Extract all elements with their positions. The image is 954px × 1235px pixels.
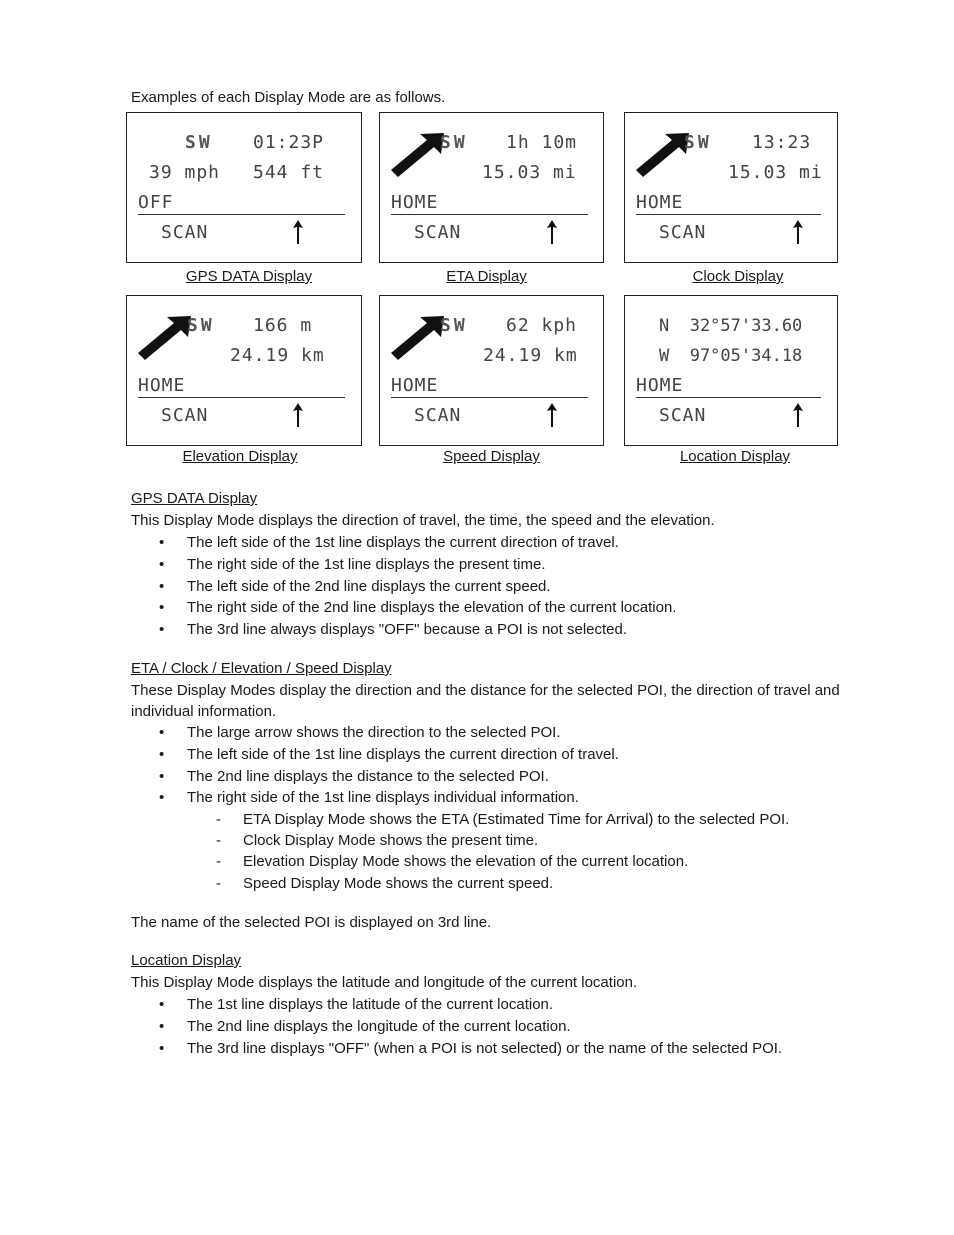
list-item: • The 2nd line displays the distance to the selected POI. <box>131 766 619 788</box>
intro-text: Examples of each Display Mode are as follows. <box>131 89 446 106</box>
lcd-distance: 15.03 mi <box>482 162 577 183</box>
list-item: • The right side of the 1st line displays the present time. <box>131 554 676 576</box>
heading-gps-data: GPS DATA Display <box>131 490 258 507</box>
list-item: • The right side of the 2nd line displays the elevation of the current location. <box>131 597 676 619</box>
heading-eta-group: ETA / Clock / Elevation / Speed Display <box>131 660 392 677</box>
list-item: • The large arrow shows the direction to the selected POI. <box>131 722 619 744</box>
eta-intro: These Display Modes display the direction and the distance for the selected POI, the direction of travel and individual information. <box>131 682 840 720</box>
list-item: • The 3rd line always displays "OFF" because a POI is not selected. <box>131 619 676 641</box>
lcd-divider <box>138 214 345 215</box>
up-arrow-icon <box>545 402 559 428</box>
heading-location: Location Display <box>131 952 242 969</box>
list-item: • The 1st line displays the latitude of the current location. <box>131 994 782 1016</box>
list-item: • The left side of the 1st line displays the current direction of travel. <box>131 532 676 554</box>
caption-eta: ETA Display <box>446 268 527 285</box>
lcd-scan: SCAN <box>161 222 209 243</box>
lcd-divider <box>138 397 345 398</box>
poi-direction-arrow-icon <box>388 314 446 362</box>
lcd-direction: SW <box>684 132 712 153</box>
lcd-poi-name: HOME <box>138 375 186 396</box>
lcd-poi-name: HOME <box>636 375 684 396</box>
lcd-info: 1h 10m <box>506 132 578 153</box>
caption-clock: Clock Display <box>692 268 784 285</box>
lcd-speed: 39 mph <box>149 162 221 183</box>
poi-direction-arrow-icon <box>135 314 193 362</box>
gps-bullets <box>131 532 676 641</box>
lcd-scan: SCAN <box>414 222 462 243</box>
lcd-gps-data <box>126 112 362 263</box>
list-item: • The right side of the 1st line displays individual information. <box>131 787 619 809</box>
sub-list-item: - Elevation Display Mode shows the elevation of the current location. <box>131 851 789 872</box>
lcd-direction: SW <box>187 315 215 336</box>
poi-direction-arrow-icon <box>388 131 446 179</box>
list-item: • The 2nd line displays the longitude of the current location. <box>131 1016 782 1038</box>
up-arrow-icon <box>791 219 805 245</box>
eta-bullets <box>131 722 619 809</box>
lcd-direction: SW <box>440 132 468 153</box>
location-intro: This Display Mode displays the latitude and longitude of the current location. <box>131 974 638 991</box>
lcd-poi-name: HOME <box>391 192 439 213</box>
location-bullets <box>131 994 782 1059</box>
lcd-elevation <box>126 295 362 446</box>
lcd-poi-name: OFF <box>138 192 174 213</box>
lcd-divider <box>636 214 821 215</box>
lcd-distance: 24.19 km <box>483 345 578 366</box>
lcd-distance: 15.03 mi <box>728 162 823 183</box>
lcd-eta <box>379 112 604 263</box>
lcd-scan: SCAN <box>659 405 707 426</box>
sub-list-item: - Speed Display Mode shows the current speed. <box>131 873 789 894</box>
up-arrow-icon <box>545 219 559 245</box>
lcd-speed <box>379 295 604 446</box>
lcd-poi-name: HOME <box>636 192 684 213</box>
up-arrow-icon <box>291 219 305 245</box>
list-item: • The left side of the 2nd line displays the current speed. <box>131 576 676 598</box>
lcd-longitude: W 97°05'34.18 <box>659 346 803 366</box>
lcd-direction: SW <box>185 132 213 153</box>
caption-speed: Speed Display <box>443 448 540 465</box>
sub-list-item: - ETA Display Mode shows the ETA (Estimated Time for Arrival) to the selected POI. <box>131 809 789 830</box>
lcd-info: 62 kph <box>506 315 578 336</box>
lcd-scan: SCAN <box>161 405 209 426</box>
lcd-location <box>624 295 838 446</box>
lcd-divider <box>391 214 588 215</box>
lcd-poi-name: HOME <box>391 375 439 396</box>
up-arrow-icon <box>291 402 305 428</box>
caption-elevation: Elevation Display <box>182 448 298 465</box>
lcd-divider <box>391 397 588 398</box>
poi-direction-arrow-icon <box>633 131 691 179</box>
lcd-info: 166 m <box>253 315 313 336</box>
poi-name-note: The name of the selected POI is displayed on 3rd line. <box>131 914 492 931</box>
lcd-scan: SCAN <box>414 405 462 426</box>
list-item: • The 3rd line displays "OFF" (when a POI is not selected) or the name of the selected POI. <box>131 1038 782 1060</box>
list-item: • The left side of the 1st line displays the current direction of travel. <box>131 744 619 766</box>
caption-location: Location Display <box>679 448 791 465</box>
lcd-direction: SW <box>440 315 468 336</box>
lcd-info: 13:23 <box>752 132 812 153</box>
gps-intro: This Display Mode displays the direction of travel, the time, the speed and the elevation. <box>131 512 715 529</box>
caption-gps-data: GPS DATA Display <box>185 268 313 285</box>
lcd-clock <box>624 112 838 263</box>
sub-list-item: - Clock Display Mode shows the present time. <box>131 830 789 851</box>
lcd-divider <box>636 397 821 398</box>
lcd-info: 01:23P <box>253 132 325 153</box>
lcd-scan: SCAN <box>659 222 707 243</box>
lcd-latitude: N 32°57'33.60 <box>659 316 803 336</box>
up-arrow-icon <box>791 402 805 428</box>
lcd-distance: 24.19 km <box>230 345 325 366</box>
lcd-elevation: 544 ft <box>253 162 325 183</box>
eta-sub-bullets <box>131 809 789 894</box>
